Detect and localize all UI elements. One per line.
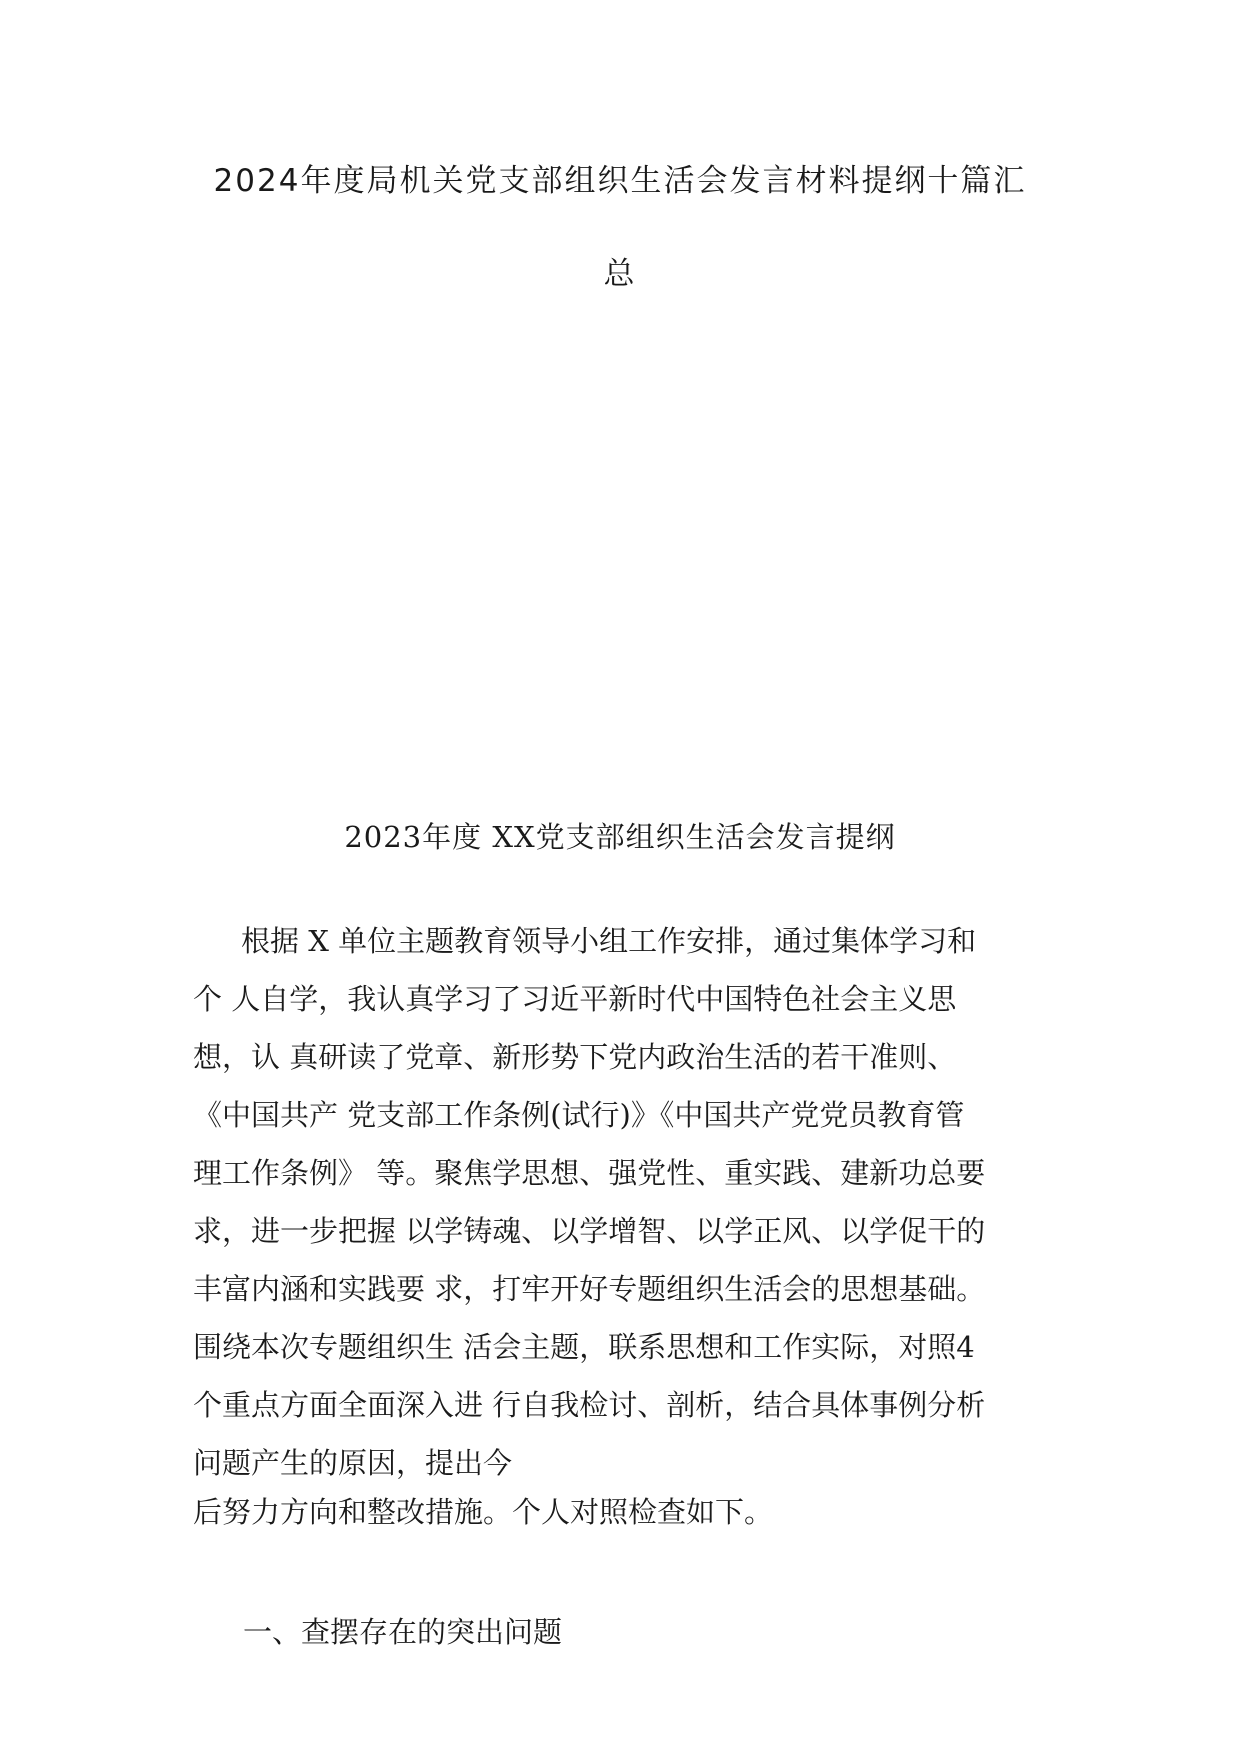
paragraph-line: 理工作条例》 等。聚焦学思想、强党性、重实践、建新功总要 [193,1156,986,1190]
paragraph-line: 个重点方面全面深入进 行自我检讨、剖析，结合具体事例分析 [193,1388,986,1422]
paragraph-line: 围绕本次专题组织生 活会主题，联系思想和工作实际，对照4 [193,1330,975,1364]
heading-problems: 一、查摆存在的突出问题 [243,1615,563,1649]
document-title-line-1: 2024年度局机关党支部组织生活会发言材料提纲十篇汇 [213,163,1027,199]
paragraph-line: 《中国共产 党支部工作条例(试行)》《中国共产党党员教育管 [193,1098,965,1132]
paragraph-line: 问题产生的原因，提出今 [193,1446,513,1480]
paragraph-line: 根据 X 单位主题教育领导小组工作安排，通过集体学习和 [241,924,977,958]
intro-paragraph [193,912,1053,1492]
section-title: 2023年度 XX党支部组织生活会发言提纲 [344,820,896,854]
paragraph-line: 求，进一步把握 以学铸魂、以学增智、以学正风、以学促干的 [193,1214,986,1248]
paragraph-line: 想，认 真研读了党章、新形势下党内政治生活的若干准则、 [193,1040,957,1074]
paragraph-line: 个 人自学，我认真学习了习近平新时代中国特色社会主义思 [193,982,957,1016]
document-title-line-2: 总 [603,256,637,292]
paragraph-line: 丰富内涵和实践要 求，打牢开好专题组织生活会的思想基础。 [193,1272,986,1306]
paragraph-tail: 后努力方向和整改措施。个人对照检查如下。 [193,1495,774,1529]
